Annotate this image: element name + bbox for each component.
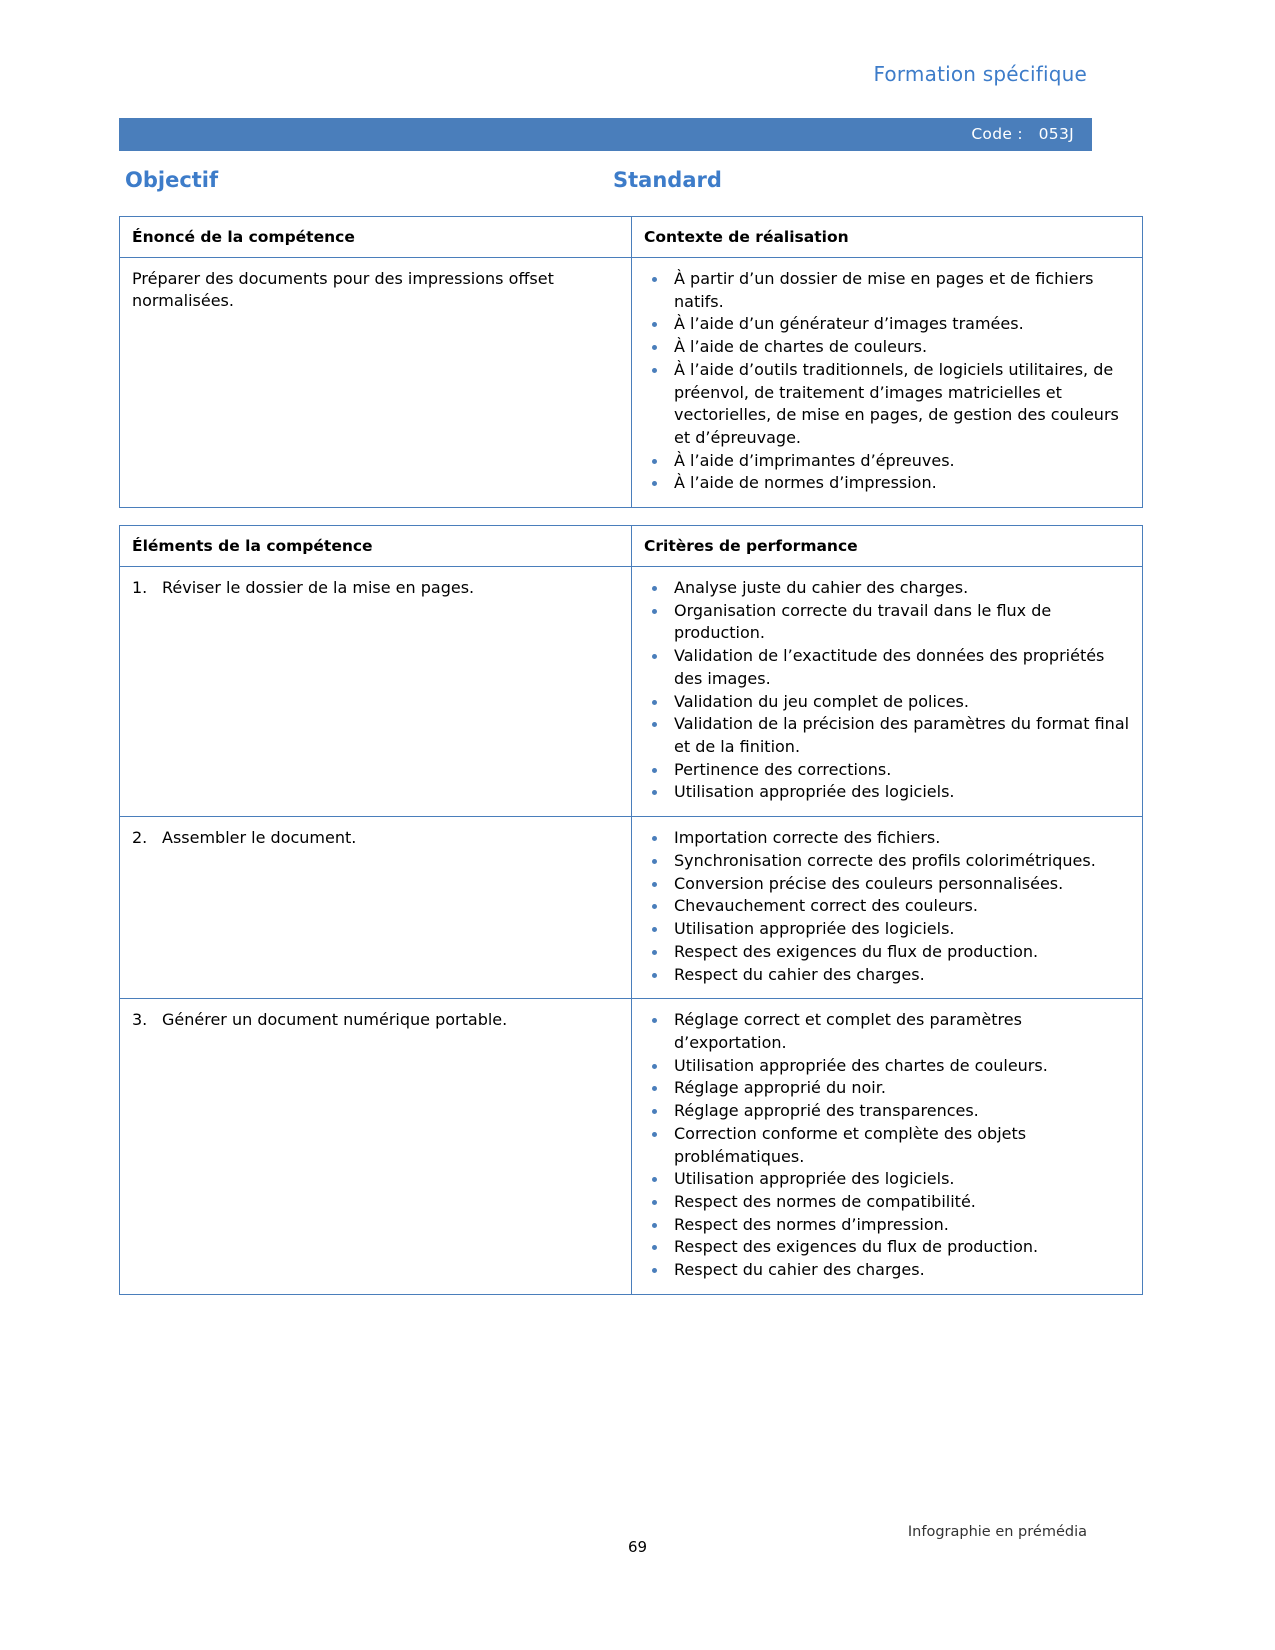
element-label: Réviser le dossier de la mise en pages. <box>162 578 475 597</box>
element-cell <box>120 817 632 999</box>
element-number: 1. <box>132 578 148 597</box>
code-label: Code : <box>971 125 1023 143</box>
list-item: Organisation correcte du travail dans le flux de production. <box>644 600 1130 645</box>
header-elements-competence: Éléments de la compétence <box>120 526 632 567</box>
list-item: À l’aide de normes d’impression. <box>644 472 1130 495</box>
footer-program-name: Infographie en prémédia <box>907 1524 1087 1540</box>
element-item <box>132 1009 619 1031</box>
criteria-list <box>644 1009 1130 1282</box>
list-item: Respect des normes de compatibilité. <box>644 1191 1130 1214</box>
list-item: À l’aide d’outils traditionnels, de logiciels utilitaires, de préenvol, de traitement d’images matricielles et vectorielles, de mise en pages, de gestion des couleurs et d’épreuvage. <box>644 359 1130 450</box>
column-title-objectif: Objectif <box>125 168 219 192</box>
context-cell <box>632 258 1143 508</box>
criteria-cell <box>632 999 1143 1295</box>
list-item: Validation de l’exactitude des données des propriétés des images. <box>644 645 1130 690</box>
competence-elements-table <box>119 525 1143 1295</box>
list-item: Respect des exigences du flux de production. <box>644 941 1130 964</box>
list-item: Respect du cahier des charges. <box>644 964 1130 987</box>
code-value: 053J <box>1038 125 1074 143</box>
header-criteres-performance: Critères de performance <box>632 526 1143 567</box>
table-row <box>120 817 1143 999</box>
element-number: 2. <box>132 828 148 848</box>
list-item: Conversion précise des couleurs personnalisées. <box>644 873 1130 896</box>
list-item: Correction conforme et complète des objets problématiques. <box>644 1123 1130 1168</box>
element-cell <box>120 999 632 1295</box>
element-number: 3. <box>132 1010 148 1030</box>
header-enonce-competence: Énoncé de la compétence <box>120 217 632 258</box>
table-row <box>120 999 1143 1295</box>
list-item: Synchronisation correcte des profils colorimétriques. <box>644 850 1130 873</box>
list-item: Utilisation appropriée des logiciels. <box>644 781 1130 804</box>
list-item: Utilisation appropriée des chartes de couleurs. <box>644 1055 1130 1078</box>
competence-statement-text: Préparer des documents pour des impressions offset normalisées. <box>132 269 554 311</box>
list-item: Respect du cahier des charges. <box>644 1259 1130 1282</box>
criteria-cell <box>632 567 1143 817</box>
list-item: Réglage approprié du noir. <box>644 1077 1130 1100</box>
column-title-standard: Standard <box>613 168 722 192</box>
list-item: Pertinence des corrections. <box>644 759 1130 782</box>
list-item: Validation de la précision des paramètres du format final et de la finition. <box>644 713 1130 758</box>
code-bar <box>119 118 1092 151</box>
list-item: Chevauchement correct des couleurs. <box>644 895 1130 918</box>
list-item: À l’aide de chartes de couleurs. <box>644 336 1130 359</box>
list-item: À l’aide d’imprimantes d’épreuves. <box>644 450 1130 473</box>
element-label: Assembler le document. <box>162 828 357 848</box>
element-item <box>132 827 619 849</box>
competence-statement-cell <box>120 258 632 508</box>
footer-page-number: 69 <box>627 1538 648 1556</box>
column-titles <box>119 168 1092 200</box>
element-item <box>132 577 619 599</box>
table-header-row <box>120 526 1143 567</box>
list-item: Respect des normes d’impression. <box>644 1214 1130 1237</box>
list-item: Utilisation appropriée des logiciels. <box>644 1168 1130 1191</box>
table-header-row <box>120 217 1143 258</box>
table-row <box>120 567 1143 817</box>
code-text <box>971 125 1074 143</box>
header-contexte-realisation: Contexte de réalisation <box>632 217 1143 258</box>
list-item: À l’aide d’un générateur d’images tramées. <box>644 313 1130 336</box>
element-label: Générer un document numérique portable. <box>162 1010 508 1030</box>
list-item: Respect des exigences du flux de production. <box>644 1236 1130 1259</box>
list-item: À partir d’un dossier de mise en pages et de fichiers natifs. <box>644 268 1130 313</box>
competence-statement-table <box>119 216 1143 508</box>
table-row <box>120 258 1143 508</box>
list-item: Réglage correct et complet des paramètres d’exportation. <box>644 1009 1130 1054</box>
list-item: Importation correcte des fichiers. <box>644 827 1130 850</box>
list-item: Analyse juste du cahier des charges. <box>644 577 1130 600</box>
list-item: Validation du jeu complet de polices. <box>644 691 1130 714</box>
list-item: Réglage approprié des transparences. <box>644 1100 1130 1123</box>
criteria-cell <box>632 817 1143 999</box>
criteria-list <box>644 827 1130 986</box>
header-section-label: Formation spécifique <box>873 62 1087 86</box>
element-cell <box>120 567 632 817</box>
context-list <box>644 268 1130 495</box>
list-item: Utilisation appropriée des logiciels. <box>644 918 1130 941</box>
criteria-list <box>644 577 1130 804</box>
